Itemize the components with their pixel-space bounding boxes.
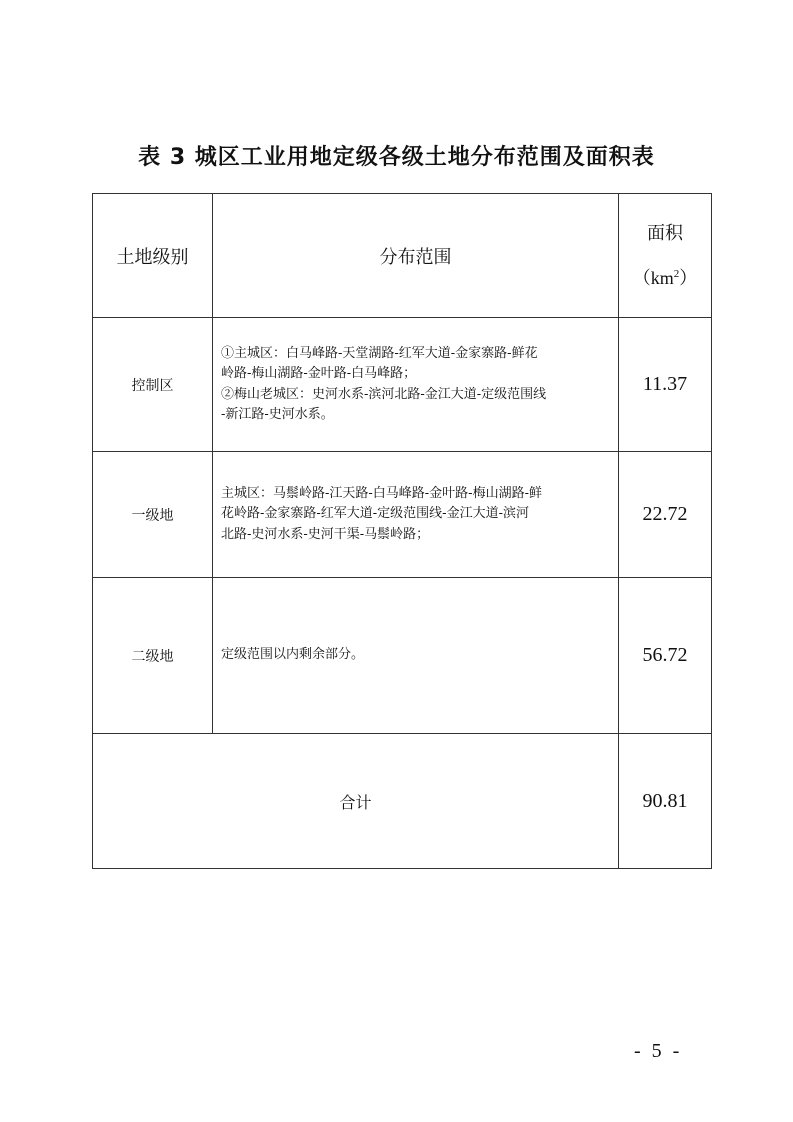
range-line: 主城区：马鬃岭路-江天路-白马峰路-金叶路-梅山湖路-鲜 — [221, 485, 542, 501]
grade-cell: 二级地 — [93, 578, 213, 734]
table-header-row — [93, 194, 712, 318]
header-area-label: 面积 — [647, 222, 683, 244]
range-cell — [213, 318, 619, 452]
header-area — [619, 194, 712, 318]
unit-superscript: 2 — [673, 267, 680, 280]
document-title: 表 3 城区工业用地定级各级土地分布范围及面积表 — [138, 145, 655, 170]
area-cell: 11.37 — [619, 318, 712, 452]
range-line: 花岭路-金家寨路-红军大道-定级范围线-金江大道-滨河 — [221, 506, 529, 522]
range-line: ①主城区：白马峰路-天堂湖路-红军大道-金家寨路-鲜花 — [221, 345, 538, 361]
range-line: 定级范围以内剩余部分。 — [221, 647, 365, 663]
table-row — [93, 318, 712, 452]
area-cell: 22.72 — [619, 452, 712, 578]
table-total-row — [93, 734, 712, 869]
range-cell — [213, 452, 619, 578]
total-label: 合计 — [93, 734, 619, 869]
range-line: 北路-史河水系-史河干渠-马鬃岭路； — [221, 526, 430, 542]
range-line: ②梅山老城区：史河水系-滨河北路-金江大道-定级范围线 — [221, 386, 547, 402]
range-cell — [213, 578, 619, 734]
area-cell: 56.72 — [619, 578, 712, 734]
total-area: 90.81 — [619, 734, 712, 869]
table-row — [93, 452, 712, 578]
grade-cell: 一级地 — [93, 452, 213, 578]
header-area-unit — [619, 254, 711, 298]
range-line: -新江路-史河水系。 — [221, 407, 334, 422]
header-grade: 土地级别 — [93, 194, 213, 318]
unit-base: （km — [632, 267, 674, 288]
land-grade-table — [92, 193, 712, 869]
table-row — [93, 578, 712, 734]
header-range: 分布范围 — [213, 194, 619, 318]
range-line: 岭路-梅山湖路-金叶路-白马峰路； — [221, 366, 417, 381]
grade-cell: 控制区 — [93, 318, 213, 452]
page-number: - 5 - — [634, 1040, 683, 1062]
unit-close: ） — [679, 267, 698, 288]
